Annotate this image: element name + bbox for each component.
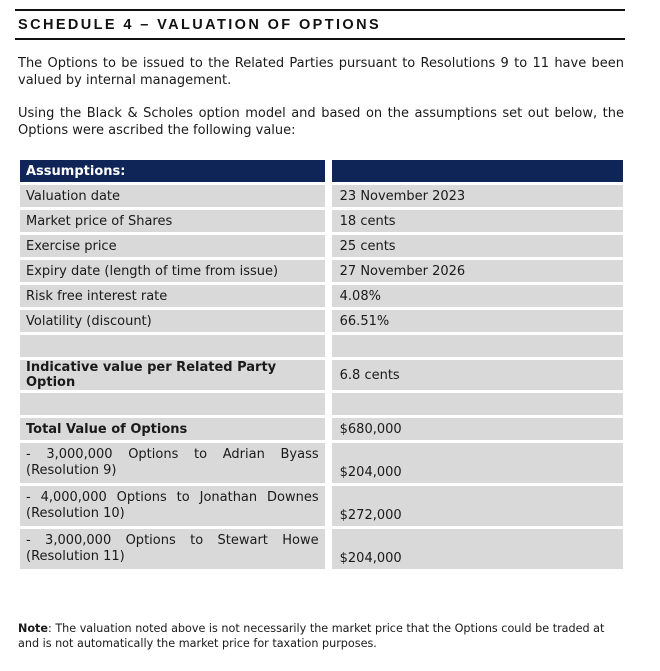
table-row-empty <box>20 393 623 415</box>
intro-paragraph: The Options to be issued to the Related Parties pursuant to Resolutions 9 to 11 have been valued by internal management. <box>18 56 624 88</box>
note-text: : The valuation noted above is not necessarily the market price that the Options could be traded at and is not automatically the market price for taxation purposes. <box>18 622 605 650</box>
table-row <box>20 360 623 390</box>
row-label-cell: Exercise price <box>20 235 332 257</box>
row-value-cell: 6.8 cents <box>332 360 623 390</box>
schedule-heading: SCHEDULE 4 – VALUATION OF OPTIONS <box>15 9 625 40</box>
row-value-cell <box>332 393 623 415</box>
footnote <box>18 621 624 651</box>
table-row <box>20 260 623 282</box>
row-label-cell: Market price of Shares <box>20 210 332 232</box>
table-row <box>20 210 623 232</box>
table-row <box>20 418 623 440</box>
row-label-cell: Valuation date <box>20 185 332 207</box>
table-row <box>20 486 623 526</box>
row-label-cell <box>20 335 332 357</box>
table-row <box>20 443 623 483</box>
table-row <box>20 235 623 257</box>
note-label: Note <box>18 622 48 635</box>
row-value-cell: $204,000 <box>332 443 623 483</box>
row-label-cell: Indicative value per Related Party Option <box>20 360 332 390</box>
table-row <box>20 529 623 569</box>
header-label-cell: Assumptions: <box>20 160 332 182</box>
table-row <box>20 310 623 332</box>
table-row <box>20 185 623 207</box>
row-label-cell: Risk free interest rate <box>20 285 332 307</box>
row-label-cell: Volatility (discount) <box>20 310 332 332</box>
row-value-cell: 18 cents <box>332 210 623 232</box>
row-value-cell: $680,000 <box>332 418 623 440</box>
method-paragraph: Using the Black & Scholes option model and based on the assumptions set out below, the Options were ascribed the following value: <box>18 106 624 138</box>
row-value-cell: 23 November 2023 <box>332 185 623 207</box>
row-value-cell: $272,000 <box>332 486 623 526</box>
row-value-cell: $204,000 <box>332 529 623 569</box>
table-row <box>20 285 623 307</box>
table-header-row <box>20 160 623 182</box>
table-row-empty <box>20 335 623 357</box>
row-label-cell: - 3,000,000 Options to Adrian Byass (Resolution 9) <box>20 443 332 483</box>
row-value-cell <box>332 335 623 357</box>
row-value-cell: 4.08% <box>332 285 623 307</box>
row-label-cell: Total Value of Options <box>20 418 332 440</box>
row-value-cell: 25 cents <box>332 235 623 257</box>
row-label-cell: - 3,000,000 Options to Stewart Howe (Resolution 11) <box>20 529 332 569</box>
row-label-cell <box>20 393 332 415</box>
row-label-cell: Expiry date (length of time from issue) <box>20 260 332 282</box>
row-value-cell: 66.51% <box>332 310 623 332</box>
row-value-cell: 27 November 2026 <box>332 260 623 282</box>
valuation-table <box>20 157 623 572</box>
row-label-cell: - 4,000,000 Options to Jonathan Downes (Resolution 10) <box>20 486 332 526</box>
header-value-cell <box>332 160 623 182</box>
